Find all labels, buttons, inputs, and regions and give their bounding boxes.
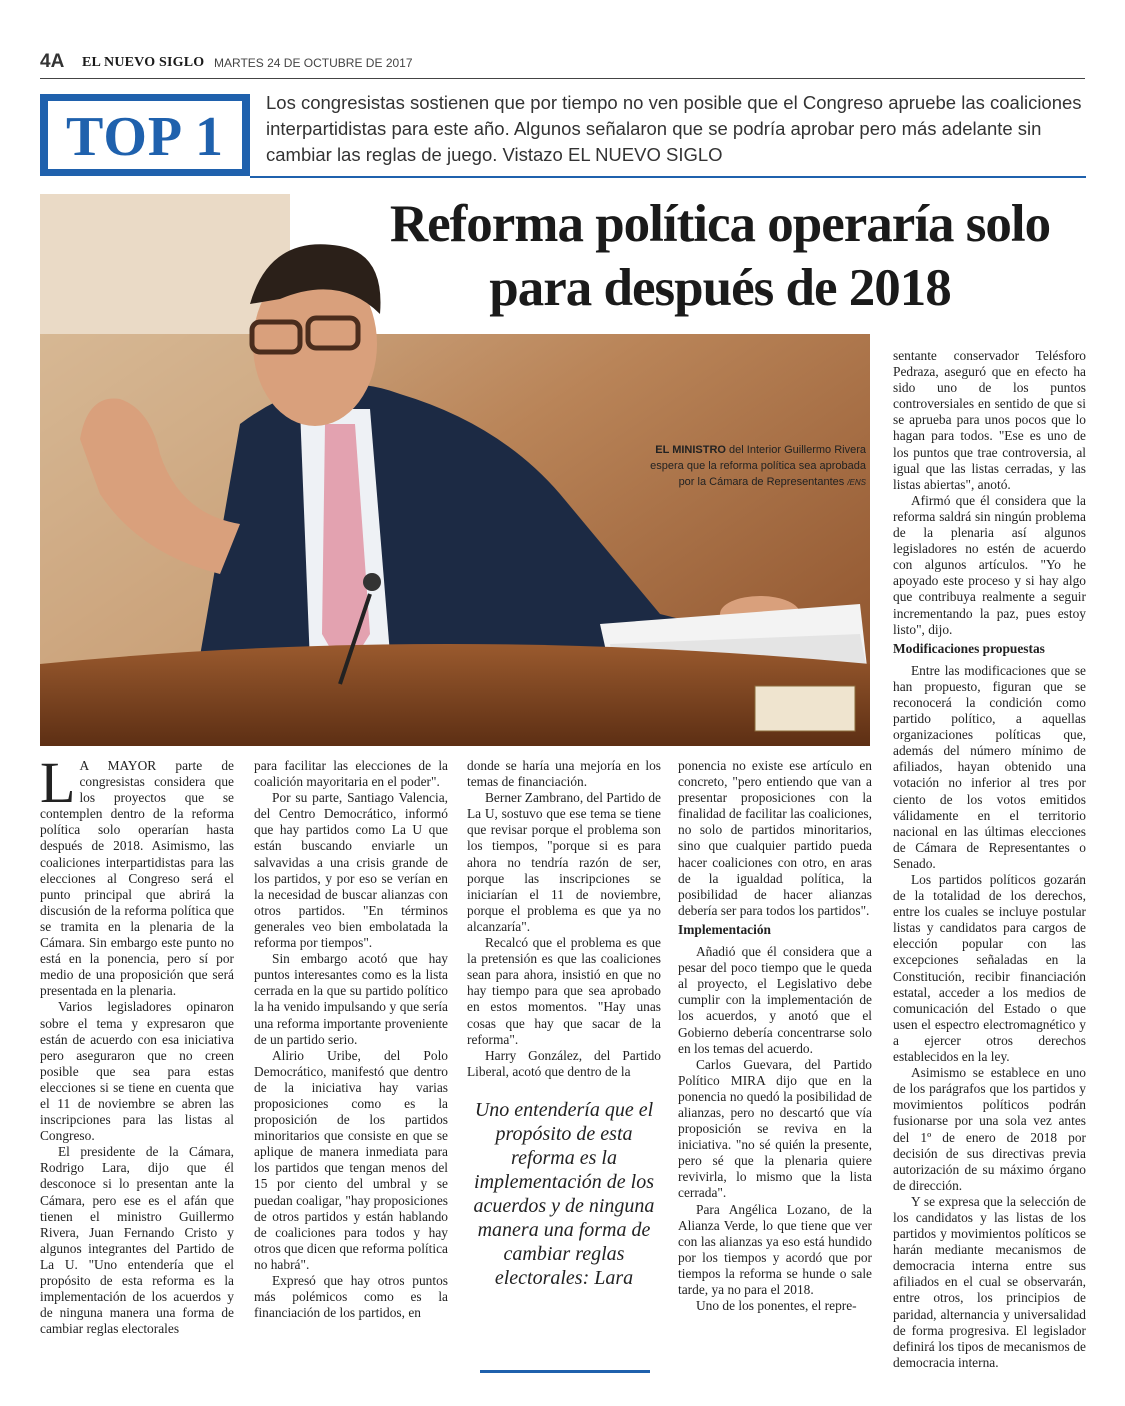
paragraph: ponencia no existe ese artículo en concreto, "pero entiendo que van a presentar proposiciones con la finalidad de facilitar las coaliciones, no solo de partidos minoritarios, sino que cualquier partido pueda hacer coaliciones con otro, en aras de la igualdad política, la posibilidad de hacer alianzas debería ser para todos los partidos". (678, 758, 872, 918)
paragraph: Harry González, del Partido Liberal, acotó que dentro de la (467, 1047, 661, 1079)
article-column-2 (254, 758, 448, 1321)
photo-credit: /ENS (847, 478, 866, 487)
paragraph: Añadió que él considera que a pesar del poco tiempo que le queda al proyecto, el Legislativo debe cumplir con la implementación de los acuerdos, y anotó que el Gobierno debería concentrarse solo en los temas del acuerdo. (678, 944, 872, 1056)
article-column-1 (40, 750, 234, 1337)
paragraph: sentante conservador Telésforo Pedraza, aseguró que en efecto ha sido uno de los puntos controversiales en sentido de que si se aprueba para unos pocos que lo hagan para todos. "Ese es uno de los puntos que trae controversia, al igual que las listas cerradas, y las listas abiertas", anotó. (893, 348, 1086, 492)
paragraph: Expresó que hay otros puntos más polémicos como es la financiación de los partidos, en (254, 1273, 448, 1321)
paragraph: L A MAYOR parte de congresistas considera que los proyectos que se contemplen dentro de la reforma política solo operarían hasta después de 2018. Asimismo, las coaliciones interpartidistas para las elecciones al Congreso será el punto principal que abrirá la discusión de la reforma política que se tramita en la plenaria de la Cámara. Sin embargo este punto no está en la ponencia, pero sí por medio de una proposición que será presentada en la plenaria. (40, 750, 234, 999)
pull-quote: Uno entendería que el propósito de esta reforma es la implementación de los acuerdos y de ninguna manera una forma de cambiar reglas electorales: Lara (473, 1099, 655, 1289)
paragraph: Para Angélica Lozano, de la Alianza Verde, lo que tiene que ver con las alianzas ya eso está hundido por los tiempos y acordó que por tiempos la reforma se hunde o sale tarde, ya no para el 2018. (678, 1201, 872, 1297)
top1-badge (40, 94, 250, 176)
paragraph: donde se haría una mejoría en los temas de financiación. (467, 758, 661, 790)
paragraph: Carlos Guevara, del Partido Político MIRA dijo que en la ponencia no quedó la posibilidad de alianzas, pero no descartó que vía proposición se reviva en la iniciativa. "no sé quién la presente, pero sé que la plenaria quiere revivirla, lo mismo que la lista cerrada". (678, 1056, 872, 1201)
headline: Reforma política operaría solo para después de 2018 (389, 195, 1051, 317)
top1-label: TOP 1 (65, 106, 224, 168)
article-column-5 (893, 348, 1086, 1371)
paragraph: Y se expresa que la selección de los candidatos y las listas de los partidos y movimientos políticos se harán mediante mecanismos de democracia interna entre sus afiliados en el cual se observarán, entre otros, los principios de paridad, alternancia y universalidad de forma progresiva. El legislador definirá los tipos de mecanismos de democracia interna. (893, 1193, 1086, 1370)
subheading-implementacion: Implementación (678, 921, 771, 937)
paragraph: Sin embargo acotó que hay puntos interesantes como es la lista cerrada en la que su partido político la ha venido impulsando y que sería una reforma importante proveniente de un partido serio. (254, 951, 448, 1047)
summary-lede: Los congresistas sostienen que por tiempo no ven posible que el Congreso apruebe las coaliciones interpartidistas para este año. Algunos señalaron que se podría aprobar pero más adelante sin cambiar las reglas de juego. Vistazo EL NUEVO SIGLO (266, 92, 1082, 165)
paragraph: para facilitar las elecciones de la coalición mayoritaria en el poder". (254, 758, 448, 790)
top1-box (48, 101, 242, 169)
newspaper-name: EL NUEVO SIGLO (82, 55, 205, 70)
paragraph: El presidente de la Cámara, Rodrigo Lara, dijo que él desconoce si lo presentan ante la Cámara, pero ese es el afán que tienen el ministro Guillermo Rivera, Juan Fernando Cristo y algunos integrantes del Partido de La U. "Uno entendería que el propósito de esta reforma es la implementación de los acuerdos y de ninguna manera una forma de cambiar reglas electorales (40, 1144, 234, 1337)
page-number: 4A (40, 51, 65, 72)
article-column-4 (678, 758, 872, 1314)
paragraph: Varios legisladores opinaron sobre el tema y expresaron que están de acuerdo con esa iniciativa pero aseguraron que no creen posible que sea para estas elecciones si se tiene en cuenta que el 11 de noviembre se abren las inscripciones para las listas al Congreso. (40, 999, 234, 1144)
caption-lead: EL MINISTRO (655, 444, 726, 456)
pull-quote-rule (480, 1370, 650, 1373)
subheading-modificaciones: Modificaciones propuestas (893, 640, 1045, 656)
paragraph: Berner Zambrano, del Partido de La U, sostuvo que ese tema se tiene que revisar porque el problema son los tiempos, "porque si es para ahora no tendría razón de ser, porque las inscripciones se iniciarían el 11 de noviembre, porque el problema es que ya no alcanzaría". (467, 790, 661, 934)
photo-caption (640, 442, 866, 491)
drop-cap: L (40, 750, 76, 815)
paragraph: Entre las modificaciones que se han propuesto, figuran que se reconocerá la condición como partido político, a aquellas organizaciones políticas que, además del número mínimo de afiliados, hayan obtenido una votación no inferior al tres por ciento de los votos emitidos válidamente en el territorio nacional en las últimas elecciones de Cámara de Representantes o Senado. (893, 662, 1086, 871)
lede-divider (250, 176, 1086, 178)
article-column-3 (467, 758, 661, 1080)
paragraph: Recalcó que el problema es que la pretensión es que las coaliciones sean para ahora, insistió en que no hay tiempo para que sea aprobado en estos momentos. "Hay unas cosas que hay que sacar de la reforma". (467, 935, 661, 1047)
issue-date: MARTES 24 DE OCTUBRE DE 2017 (214, 56, 413, 70)
caption-text: del Interior Guillermo Rivera espera que la reforma política sea aprobada por la Cámara de Representantes (650, 444, 866, 488)
paragraph: Uno de los ponentes, el repre- (696, 1298, 857, 1314)
paragraph: Los partidos políticos gozarán de la totalidad de los derechos, entre los cuales se incluye postular listas y candidatos para cargos de elección popular con las excepciones señaladas en la Constitución, recibir financiación estatal, acceder a los medios de comunicación del Estado o que usen el espectro electromagnético y a ejercer otros derechos establecidos en la ley. (893, 872, 1086, 1065)
page-header (40, 48, 1085, 79)
paragraph: Asimismo se establece en uno de los parágrafos que los partidos y movimientos políticos podrán fusionarse por una sola vez antes del 1º de enero de 2018 por decisión de sus directivas previa autorización de su máximo órgano de dirección. (893, 1065, 1086, 1193)
paragraph: Afirmó que él considera que la reforma saldrá sin ningún problema de la plenaria así algunos legisladores no estén de acuerdo con algunos artículos. "Yo he apoyado este proceso y si hay algo que contribuya realmente a seguir incrementando la paz, pues estoy listo", dijo. (893, 492, 1086, 637)
paragraph: Por su parte, Santiago Valencia, del Centro Democrático, informó que hay partidos como La U que están buscando enviarle un salvavidas a una crisis grande de los partidos, y por eso se verían en la necesidad de buscar alianzas con otros partidos. "En términos generales veo bien embolatada la reforma por tiempos". (254, 790, 448, 951)
paragraph: Alirio Uribe, del Polo Democrático, manifestó que dentro de la iniciativa hay varias proposiciones como es la proposición de los partidos minoritarios que consiste en que se aplique de manera inmediata para los partidos que tengan menos del 15 por ciento del umbral y se puedan coaligar, "hay proposiciones de otros partidos y están hablando de coaliciones para todos y hay otros que dicen que reforma política no habrá". (254, 1047, 448, 1272)
